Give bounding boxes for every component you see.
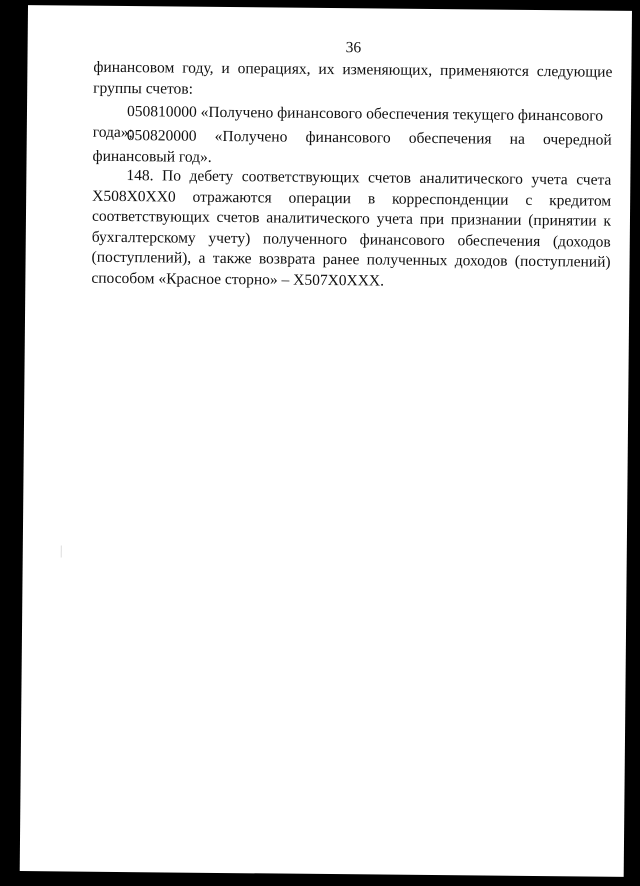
scan-artifact (61, 545, 62, 557)
paragraph-148: 148. По дебету соответствующих счетов аналитического учета счета Х508Х0ХХ0 отражаются операции в корреспонденции с кредитом соответствующих счетов аналитического учета при признании (принятии к бухгалтерскому учету) полученного финансового обеспечения (доходов (поступлений), а также возврата ранее полученных доходов (поступлений) способом «Красное сторно» – Х507Х0ХХХ. (91, 167, 612, 290)
paragraph-continuation: финансовом году, и операциях, их изменяющих, применяются следующие группы счетов: (93, 58, 613, 98)
document-page (20, 5, 632, 877)
page-number: 36 (345, 39, 362, 57)
paragraph-account-050820000: 050820000 «Получено финансового обеспечения на очередной финансовый год». (92, 127, 612, 166)
paragraph-account-050810000: 050810000 «Получено финансового обеспечения текущего финансового года»; (92, 103, 604, 141)
